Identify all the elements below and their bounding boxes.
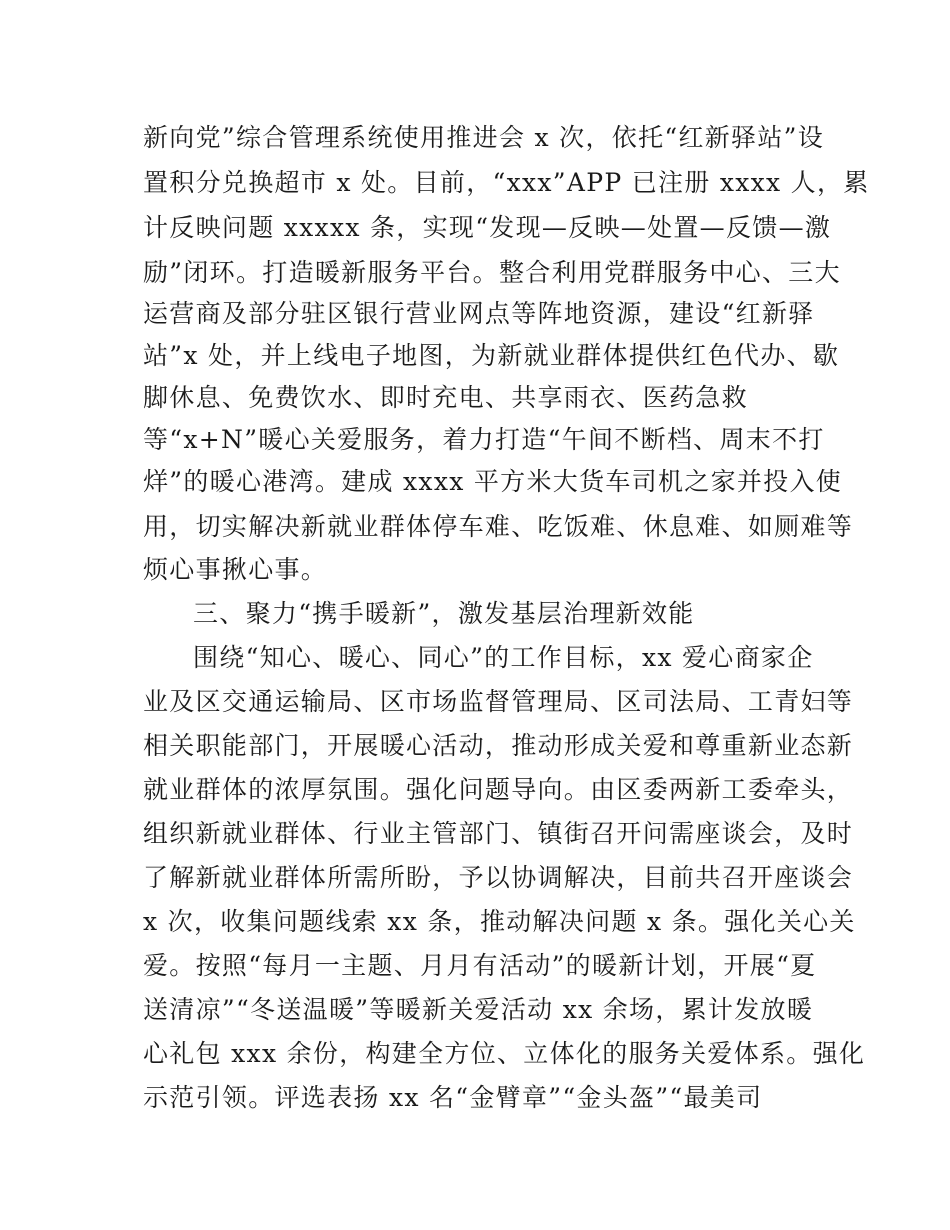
paragraph-line: 示范引领。评选表扬 xx 名“金臂章”“金头盔”“最美司 (143, 1083, 763, 1112)
paragraph-line: 等“x+N”暖心关爱服务，着力打造“午间不断档、周末不打 (143, 425, 825, 454)
paragraph-line: 脚休息、免费饮水、即时充电、共享雨衣、医药急救 (143, 383, 748, 412)
paragraph-line: 置积分兑换超市 x 处。目前，“xxx”APP 已注册 xxxx 人，累 (143, 168, 870, 197)
paragraph-line: 送清凉”“冬送温暖”等暖新关爱活动 xx 余场，累计发放暖 (143, 995, 814, 1024)
paragraph-line: 了解新就业群体所需所盼，予以协调解决，目前共召开座谈会 (143, 863, 854, 892)
paragraph-line: 新向党”综合管理系统使用推进会 x 次，依托“红新驿站”设 (143, 123, 825, 152)
paragraph-line: 烦心事揪心事。 (143, 555, 328, 584)
paragraph-line: 爱。按照“每月一主题、月月有活动”的暖新计划，开展“夏 (143, 951, 817, 980)
paragraph-line: 烊”的暖心港湾。建成 xxxx 平方米大货车司机之家并投入使 (143, 467, 843, 496)
paragraph-line: 励”闭环。打造暖新服务平台。整合利用党群服务中心、三大 (143, 258, 841, 287)
paragraph-line: 计反映问题 xxxxx 条，实现“发现—反映—处置—反馈—激 (143, 213, 832, 242)
paragraph-line: 用，切实解决新就业群体停车难、吃饭难、休息难、如厕难等 (143, 512, 854, 541)
paragraph-line: 业及区交通运输局、区市场监督管理局、区司法局、工青妇等 (143, 687, 854, 716)
paragraph-line: 站”x 处，并上线电子地图，为新就业群体提供红色代办、歇 (143, 341, 840, 370)
paragraph-line: x 次，收集问题线索 xx 条，推动解决问题 x 条。强化关心关 (143, 907, 856, 936)
paragraph-line: 相关职能部门，开展暖心活动，推动形成关爱和尊重新业态新 (143, 731, 854, 760)
paragraph-line: 就业群体的浓厚氛围。强化问题导向。由区委两新工委牵头， (143, 775, 854, 804)
paragraph-line: 心礼包 xxx 余份，构建全方位、立体化的服务关爱体系。强化 (143, 1039, 866, 1068)
paragraph-line: 围绕“知心、暖心、同心”的工作目标，xx 爱心商家企 (193, 643, 814, 672)
paragraph-line: 组织新就业群体、行业主管部门、镇街召开问需座谈会，及时 (143, 819, 854, 848)
section-heading: 三、聚力“携手暖新”，激发基层治理新效能 (193, 599, 695, 628)
paragraph-line: 运营商及部分驻区银行营业网点等阵地资源，建设“红新驿 (143, 299, 815, 328)
